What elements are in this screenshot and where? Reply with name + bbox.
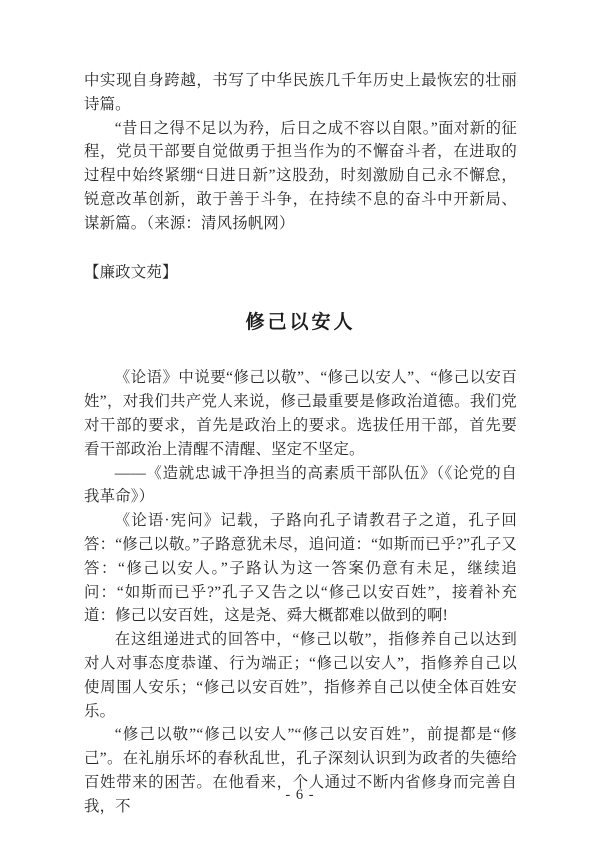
attribution-paragraph: ——《造就忠诚干净担当的高素质干部队伍》（《论党的自我革命》） (84, 464, 517, 506)
section-header: 【廉政文苑】 (84, 263, 178, 281)
paragraph: “昔日之得不足以为矜，后日之成不容以自限。”面对新的征程，党员干部要自觉做勇于担当作为的不懈奋斗者，在进取的过程中始终紧绷“日进日新”这股劲，时刻激励自己永不懈怠，锐意改革创新，敢于善于斗争，在持续不息的奋斗中开新局、谋新篇。（来源：清风扬帆网） (84, 119, 517, 232)
article-title: 修己以安人 (245, 312, 356, 334)
page-number: - 6 - (285, 787, 315, 803)
paragraph: 在这组递进式的回答中，“修己以敬”，指修养自己以达到对人对事态度恭谨、行为端正；“修己以安人”，指修养自己以使周围人安乐；“修己以安百姓”，指修养自己以使全体百姓安乐。 (84, 631, 517, 720)
paragraph: “修己以敬”“修己以安人”“修己以安百姓”，前提都是“修己”。在礼崩乐坏的春秋乱世，孔子深刻认识到为政者的失德给百姓带来的困苦。在他看来，个人通过不断内省修身而完善自我，不 (84, 726, 517, 815)
text-column (84, 69, 517, 819)
carryover-paragraph: 中实现自身跨越，书写了中华民族几千年历史上最恢宏的壮丽诗篇。 (84, 72, 517, 113)
paragraph: 《论语》中说要“修己以敬”、“修己以安人”、“修己以安百姓”，对我们共产党人来说，修己最重要是修政治道德。我们党对干部的要求，首先是政治上的要求。选拔任用干部，首先要看干部政治上清醒不清醒、坚定不坚定。 (84, 369, 517, 458)
paragraph: 《论语·宪问》记载，子路向孔子请教君子之道，孔子回答：“修己以敬。”子路意犹未尽，追问道：“如斯而已乎?”孔子又答：“修己以安人。”子路认为这一答案仍意有未足，继续追问：“如斯而已乎?”孔子又告之以“修己以安百姓”，接着补充道：修己以安百姓，这是尧、舜大概都难以做到的啊! (84, 512, 517, 625)
